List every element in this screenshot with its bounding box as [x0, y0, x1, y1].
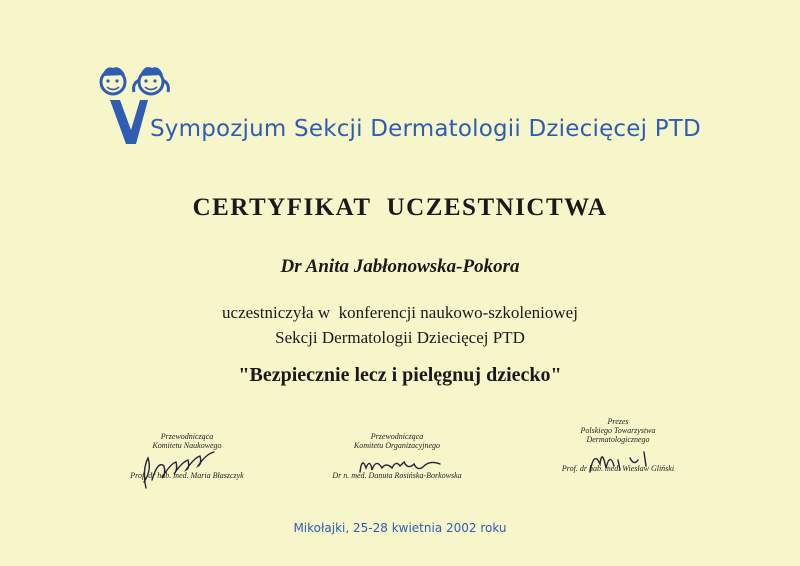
signatory-role: Komitetu Naukowego	[152, 441, 222, 450]
signatory-name: Prof. dr hab. med. Wiesław Gliński	[561, 464, 675, 473]
signatory-role: Dermatologicznego	[586, 435, 650, 444]
organizer-section: Sekcji Dermatologii Dziecięcej PTD	[275, 328, 525, 347]
signatory-role: Komitetu Organizacyjnego	[353, 441, 441, 450]
signatory-role: Polskiego Towarzystwa	[580, 426, 656, 435]
signatory-role: Przewodnicząca	[160, 432, 214, 441]
participation-statement: uczestniczyła w konferencji naukowo-szkoleniowej	[222, 303, 578, 322]
certificate-title: CERTYFIKAT UCZESTNICTWA	[192, 194, 608, 221]
signatory-name: Prof. dr hab. med. Maria Błaszczyk	[130, 471, 244, 480]
place-and-date: Mikołajki, 25-28 kwietnia 2002 roku	[293, 521, 507, 535]
handwritten-signature	[356, 450, 446, 480]
signatory-role: Prezes	[607, 417, 629, 426]
symposium-name: Sympozjum Sekcji Dermatologii Dziecięcej PTD	[150, 116, 701, 142]
recipient-name: Dr Anita Jabłonowska-Pokora	[280, 256, 520, 277]
conference-title: "Bezpiecznie lecz i pielęgnuj dziecko"	[238, 364, 562, 386]
handwritten-signature	[134, 440, 226, 494]
signatory-role: Przewodnicząca	[370, 432, 424, 441]
handwritten-signature	[584, 440, 664, 480]
signatory-name: Dr n. med. Danuta Rosińska-Borkowska	[332, 471, 462, 480]
